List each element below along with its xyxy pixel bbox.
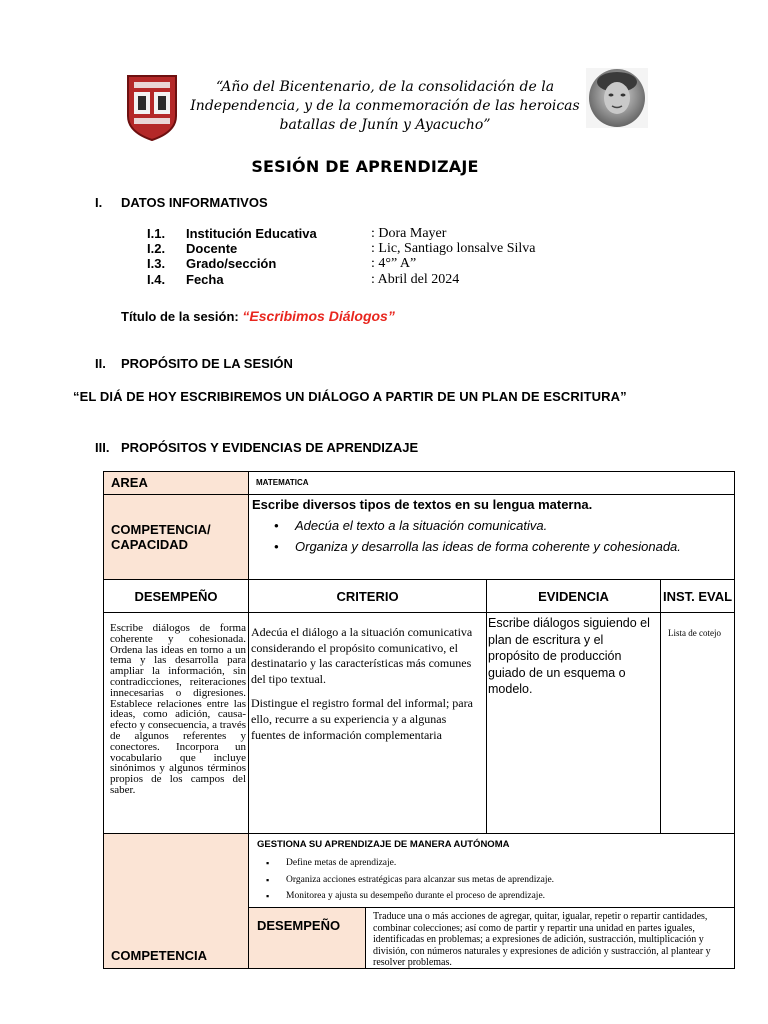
section-1-title: DATOS INFORMATIVOS [121,195,268,210]
section-2-heading [95,356,495,374]
info-row-key: Docente [186,241,238,256]
desempeno-2-wrapper [249,908,735,969]
portrait-image [586,68,648,128]
info-row-number: I.2. [147,241,166,256]
criterio-1: Adecúa el diálogo a la situación comunicativa considerando el propósito comunicativo, el destinatario y las características más comunes del tipo textual. [251,625,473,686]
gestiona-title: GESTIONA SU APRENDIZAJE DE MANERA AUTÓNOMA [257,839,510,850]
criterio-2: Distingue el registro formal del informal; para ello, recurre a su experiencia y a algunas fuentes de información complementaria [251,696,473,742]
info-row-number: I.3. [147,256,166,271]
session-purpose: “EL DIÁ DE HOY ESCRIBIREMOS UN DIÁLOGO A PARTIR DE UN PLAN DE ESCRITURA” [73,389,627,404]
desempeno-2-inner [249,908,734,968]
table-row-detalle [104,613,735,834]
info-row-key: Fecha [186,272,224,287]
section-1-number: I. [95,195,103,210]
list-item: ▪ Monitorea y ajusta su desempeño durante el proceso de aprendizaje. [286,888,730,905]
section-3-title: PROPÓSITOS Y EVIDENCIAS DE APRENDIZAJE [121,440,419,455]
section-3-number: III. [95,440,110,455]
section-2-number: II. [95,356,106,371]
section-3-heading [95,440,545,458]
header-criterio: CRITERIO [249,580,487,613]
header-motto: “Año del Bicentenario, de la consolidación de la Independencia, y de la conmemoración de las heroicas batallas de Junín y Ayacucho” [190,79,580,133]
gestiona-list [286,855,730,905]
table-row-competencia [104,495,735,580]
list-item: ▪ Define metas de aprendizaje. [286,855,730,872]
info-row-value: : Lic, Santiago lonsalve Silva [371,241,536,256]
desempeno-text: Escribe diálogos de forma coherente y cohesionada. Ordena las ideas en torno a un tema y las desarrolla para ampliar la información, sin contradicciones, reiteraciones innecesarias o digresiones. Establece relaciones entre las ideas, como adición, causa-efecto y consecuencia, a través de algunos referentes y conectores. Incorpora un vocabulario que incluye sinónimos y algunos términos propios de los campos del saber. [104,613,249,834]
capacidades-list [295,515,730,557]
info-row-fecha [147,272,567,288]
info-row-institucion [147,226,567,242]
info-row-docente [147,241,567,257]
desempeno-2-label: DESEMPEÑO [249,908,366,968]
info-row-grado [147,256,567,272]
info-row-value: : Abril del 2024 [371,272,460,287]
table-header-row [104,580,735,613]
competencia-label: COMPETENCIA/ CAPACIDAD [104,495,249,580]
inst-eval-text: Lista de cotejo [661,613,735,834]
page-title: SESIÓN DE APRENDIZAJE [251,157,479,176]
info-row-key: Grado/sección [186,256,277,271]
competencia-cell [249,495,735,580]
competencia-title: Escribe diversos tipos de textos en su lengua materna. [252,497,593,512]
session-title-line [121,308,395,324]
school-logo [124,70,180,142]
info-row-number: I.1. [147,226,166,241]
info-row-number: I.4. [147,272,166,287]
competencia-2-label: COMPETENCIA [104,834,249,969]
header-desempeno: DESEMPEÑO [104,580,249,613]
header-evidencia: EVIDENCIA [487,580,661,613]
evidence-table [103,471,735,969]
gestiona-cell [249,834,735,908]
list-item: ▪ Organiza acciones estratégicas para alcanzar sus metas de aprendizaje. [286,872,730,889]
info-row-value: : 4°” A” [371,256,417,271]
area-value: MATEMATICA [249,472,735,495]
table-row-gestiona [104,834,735,908]
header-inst-eval: INST. EVAL [661,580,735,613]
area-label: AREA [104,472,249,495]
section-2-title: PROPÓSITO DE LA SESIÓN [121,356,293,371]
table-row-area [104,472,735,495]
desempeno-2-text: Traduce una o más acciones de agregar, quitar, igualar, repetir o repartir cantidades, combinar colecciones; así como de partir y repartir una unidad en partes iguales, identificadas en problemas; a expresiones de adición, sustracción, multiplicación y división, con números naturales y expresiones de adición y sustracción, al plantear y resolver problemas. [373,911,711,969]
evidencia-text: Escribe diálogos siguiendo el plan de escritura y el propósito de producción guiado de un esquema o modelo. [487,613,661,834]
info-row-value: : Dora Mayer [371,226,447,241]
info-row-key: Institución Educativa [186,226,317,241]
session-title-label: Título de la sesión: [121,309,243,324]
section-1-heading [95,195,495,213]
criterio-cell [249,613,487,834]
session-title-value: “Escribimos Diálogos” [242,308,395,324]
list-item: • Organiza y desarrolla las ideas de forma coherente y cohesionada. [295,536,730,557]
list-item: • Adecúa el texto a la situación comunicativa. [295,515,730,536]
